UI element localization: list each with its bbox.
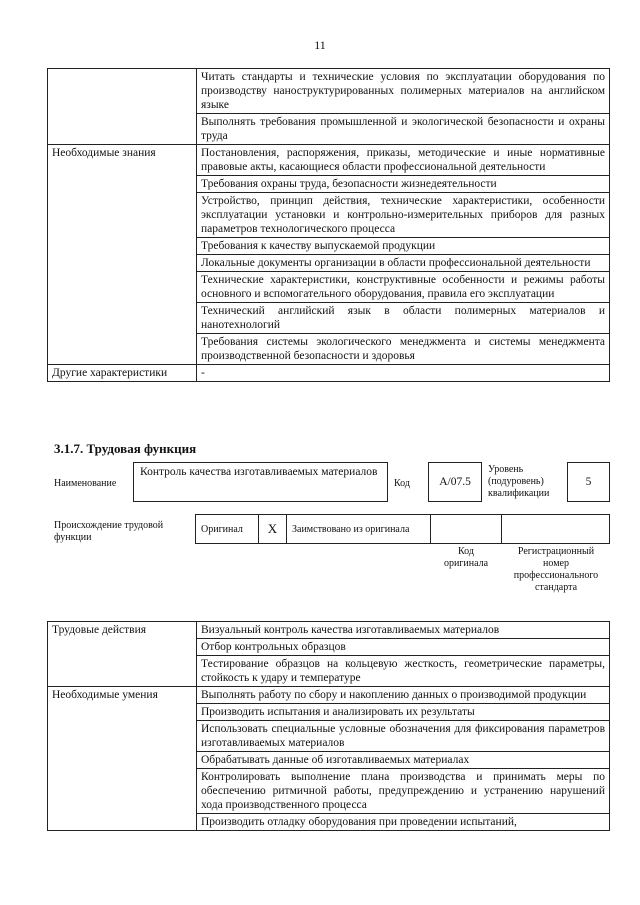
row-item: Выполнять работу по сбору и накоплению данных о производимой продукции [197, 687, 610, 704]
code-value: A/07.5 [439, 476, 471, 488]
row-label: Трудовые действия [48, 622, 197, 687]
origin-original-text: Оригинал [201, 523, 243, 535]
row-label: Другие характеристики [48, 365, 197, 382]
row-item: Локальные документы организации в области профессиональной деятельности [197, 255, 610, 272]
code-caption: Код оригинала [443, 546, 489, 569]
row-item: Требования к качеству выпускаемой продукции [197, 238, 610, 255]
table-row [48, 69, 610, 114]
row-item: Технические характеристики, конструктивные особенности и режимы работы основного и вспомогательного оборудования, правила его эксплуатации [197, 272, 610, 303]
row-item: Производить испытания и анализировать их результаты [197, 704, 610, 721]
code-label: Код [394, 478, 410, 489]
reg-caption: Регистрационный номер профессионального стандарта [513, 546, 599, 593]
row-item: Технический английский язык в области полимерных материалов и нанотехнологий [197, 303, 610, 334]
origin-borrowed-text: Заимствовано из оригинала [292, 523, 410, 535]
table-row [48, 365, 610, 382]
row-item: Производить отладку оборудования при проведении испытаний, [197, 814, 610, 831]
row-label [48, 69, 197, 145]
code-box [428, 462, 482, 502]
row-item: Тестирование образцов на кольцевую жесткость, геометрические параметры, стойкость к удару и температуре [197, 656, 610, 687]
page-number: 11 [314, 38, 326, 52]
origin-reg-cell [501, 514, 610, 544]
level-value: 5 [585, 476, 592, 488]
origin-borrowed-cell [286, 514, 431, 544]
origin-original-cell [195, 514, 259, 544]
row-item: Использовать специальные условные обозначения для фиксирования параметров изготавливаемых материалов [197, 721, 610, 752]
origin-code-cell [430, 514, 502, 544]
row-label: Необходимые знания [48, 145, 197, 365]
function-name-box [133, 462, 388, 502]
name-label: Наименование [54, 478, 117, 489]
table-row [48, 687, 610, 704]
row-item: Устройство, принцип действия, технические характеристики, особенности эксплуатации установки и контрольно-измерительных приборов для разных параметров технологического процесса [197, 193, 610, 238]
row-item: Требования охраны труда, безопасности жизнедеятельности [197, 176, 610, 193]
actions-table [47, 621, 610, 831]
level-box [567, 462, 610, 502]
row-item: Выполнять требования промышленной и экологической безопасности и охраны труда [197, 114, 610, 145]
row-item: Отбор контрольных образцов [197, 639, 610, 656]
row-item: Требования системы экологического менеджмента и системы менеджмента производственной безопасности и здоровья [197, 334, 610, 365]
row-item: Контролировать выполнение плана производства и принимать меры по обеспечению ритмичной работы, предупреждению и устранению нарушений хода производственного процесса [197, 769, 610, 814]
row-item: - [197, 365, 610, 382]
row-item: Постановления, распоряжения, приказы, методические и иные нормативные правовые акты, касающиеся области профессиональной деятельности [197, 145, 610, 176]
table-row [48, 622, 610, 639]
origin-mark: X [267, 521, 278, 536]
row-label: Необходимые умения [48, 687, 197, 831]
section-title: 3.1.7. Трудовая функция [54, 441, 197, 456]
row-item: Визуальный контроль качества изготавливаемых материалов [197, 622, 610, 639]
row-item: Читать стандарты и технические условия по эксплуатации оборудования по производству наноструктурированных полимерных материалов на английском языке [197, 69, 610, 114]
origin-label: Происхождение трудовой функции [54, 520, 164, 543]
knowledge-table [47, 68, 610, 382]
function-name-value: Контроль качества изготавливаемых материалов [140, 466, 378, 478]
origin-mark-cell [258, 514, 287, 544]
row-item: Обрабатывать данные об изготавливаемых материалах [197, 752, 610, 769]
level-label: Уровень (подуровень) квалификации [488, 464, 550, 499]
table-row [48, 145, 610, 176]
